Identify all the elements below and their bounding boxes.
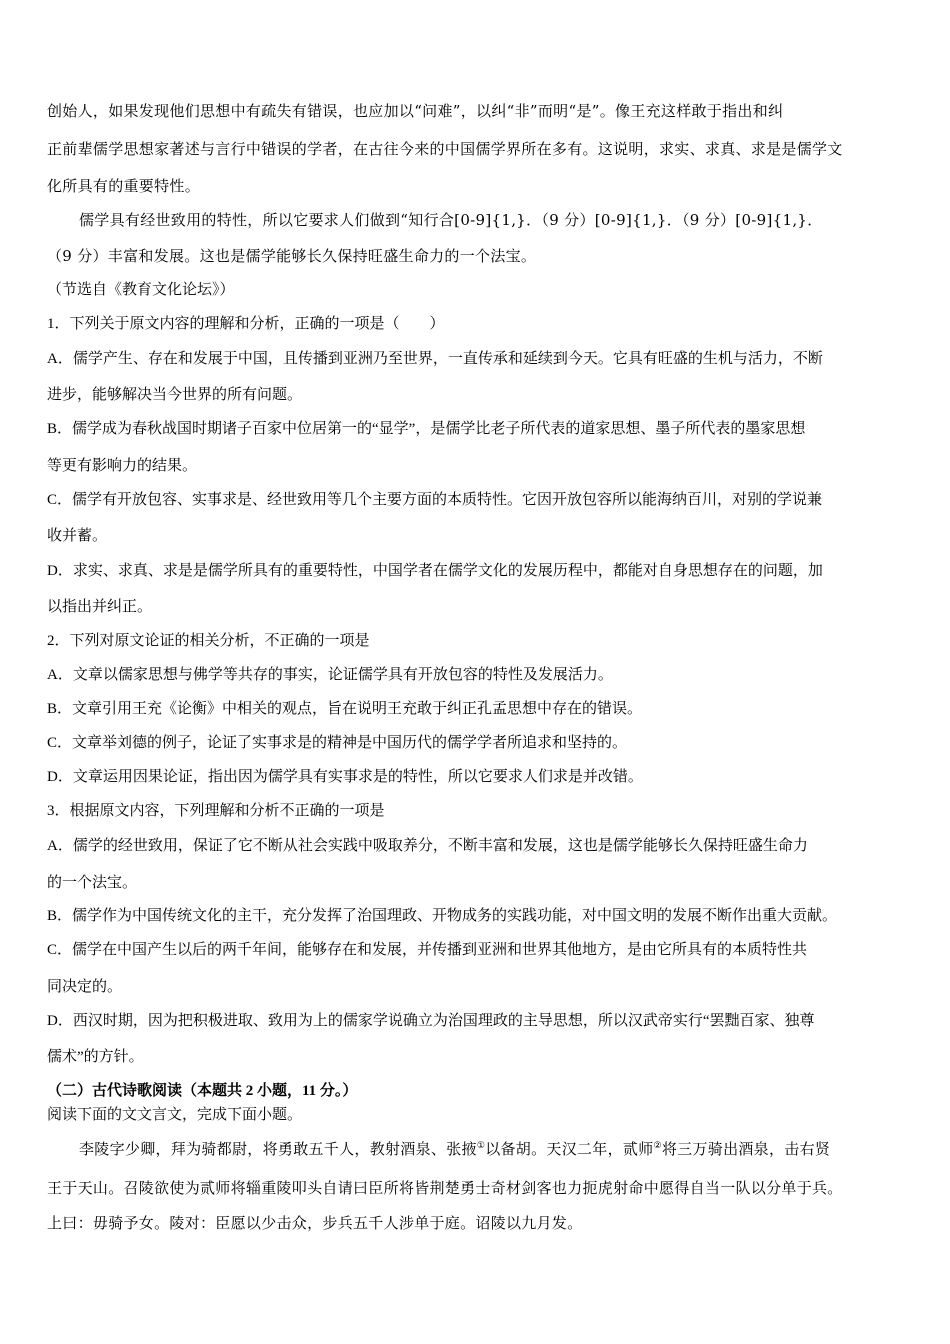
classical-text-segment: 以备胡。天汉二年，贰师 [485, 1140, 654, 1158]
q2-option-d: D．文章运用因果论证，指出因为儒学具有实事求是的特性，所以它要求人们求是并改错。 [47, 769, 643, 785]
q1-option-d: D．求实、求真、求是是儒学所具有的重要特性，中国学者在儒学文化的发展历程中，都能对自身思想存在的问题，加 [47, 563, 823, 579]
passage-line: （9 分）丰富和发展。这也是儒学能够长久保持旺盛生命力的一个法宝。 [47, 247, 537, 265]
q3-option-c-cont: 同决定的。 [47, 979, 123, 995]
section-heading: （二）古代诗歌阅读（本题共 2 小题，11 分。） [47, 1083, 358, 1099]
classical-text-line: 王于天山。召陵欲使为贰师将辎重陵叩头自请曰臣所将皆荆楚勇士奇材剑客也力扼虎射命中愿得自当一队以分单于兵。 [47, 1179, 843, 1197]
section-instruction: 阅读下面的文文言文，完成下面小题。 [47, 1107, 303, 1123]
q1-option-b: B．儒学成为春秋战国时期诸子百家中位居第一的“显学”，是儒学比老子所代表的道家思想、墨子所代表的墨家思想 [47, 421, 806, 437]
q2-option-a: A．文章以儒家思想与佛学等共存的事实，论证儒学具有开放包容的特性及发展活力。 [47, 667, 613, 683]
q3-option-d: D．西汉时期，因为把积极进取、致用为上的儒家学说确立为治国理政的主导思想，所以汉武帝实行“罢黜百家、独尊 [47, 1013, 815, 1029]
footnote-marker: ① [476, 1141, 486, 1151]
passage-line: 正前辈儒学思想家著述与言行中错误的学者，在古往今来的中国儒学界所在多有。这说明，求实、求真、求是是儒学文 [47, 140, 843, 158]
classical-text-line [79, 1139, 830, 1159]
q1-option-c: C．儒学有开放包容、实事求是、经世致用等几个主要方面的本质特性。它因开放包容所以能海纳百川，对别的学说兼 [47, 492, 823, 508]
q2-option-c: C．文章举刘德的例子，论证了实事求是的精神是中国历代的儒学学者所追求和坚持的。 [47, 735, 628, 751]
classical-text-segment: 李陵字少卿，拜为骑都尉，将勇敢五千人，教射酒泉、张掖 [79, 1140, 477, 1158]
q1-option-a-cont: 进步，能够解决当今世界的所有问题。 [47, 387, 303, 403]
q1-option-c-cont: 收并蓄。 [47, 528, 108, 544]
q1-option-b-cont: 等更有影响力的结果。 [47, 458, 198, 474]
classical-text-segment: 将三万骑出酒泉，击右贤 [661, 1140, 831, 1158]
footnote-marker: ② [653, 1141, 662, 1151]
passage-line: 创始人，如果发现他们思想中有疏失有错误，也应加以“问难”，以纠“非”而明“是”。像王充这样敢于指出和纠 [47, 102, 784, 120]
passage-source: （节选自《教育文化论坛》） [47, 282, 235, 298]
q3-option-a-cont: 的一个法宝。 [47, 875, 138, 891]
q3-option-c: C．儒学在中国产生以后的两千年间，能够存在和发展，并传播到亚洲和世界其他地方，是由它所具有的本质特性共 [47, 942, 808, 958]
question-2-stem: 2．下列对原文论证的相关分析，不正确的一项是 [47, 633, 370, 649]
q3-option-d-cont: 儒术”的方针。 [47, 1049, 144, 1065]
classical-text-line: 上曰：毋骑予女。陵对：臣愿以少击众，步兵五千人涉单于庭。诏陵以九月发。 [47, 1214, 583, 1232]
q1-option-a: A．儒学产生、存在和发展于中国，且传播到亚洲乃至世界，一直传承和延续到今天。它具有旺盛的生机与活力，不断 [47, 351, 823, 367]
q2-option-b: B．文章引用王充《论衡》中相关的观点，旨在说明王充敢于纠正孔孟思想中存在的错误。 [47, 701, 643, 717]
question-3-stem: 3．根据原文内容，下列理解和分析不正确的一项是 [47, 803, 385, 819]
q3-option-a: A．儒学的经世致用，保证了它不断从社会实践中吸取养分，不断丰富和发展，这也是儒学能够长久保持旺盛生命力 [47, 838, 808, 854]
question-1-stem: 1．下列关于原文内容的理解和分析，正确的一项是（ ） [47, 316, 445, 332]
q3-option-b: B．儒学作为中国传统文化的主干，充分发挥了治国理政、开物成务的实践功能，对中国文明的发展不断作出重大贡献。 [47, 908, 838, 924]
q1-option-d-cont: 以指出并纠正。 [47, 599, 153, 615]
passage-line: 儒学具有经世致用的特性，所以它要求人们做到“知行合[0-9]{1,}．（9 分）[0-9]{1,}．（9 分）[0-9]{1,}． [79, 211, 823, 229]
passage-line: 化所具有的重要特性。 [47, 177, 201, 195]
